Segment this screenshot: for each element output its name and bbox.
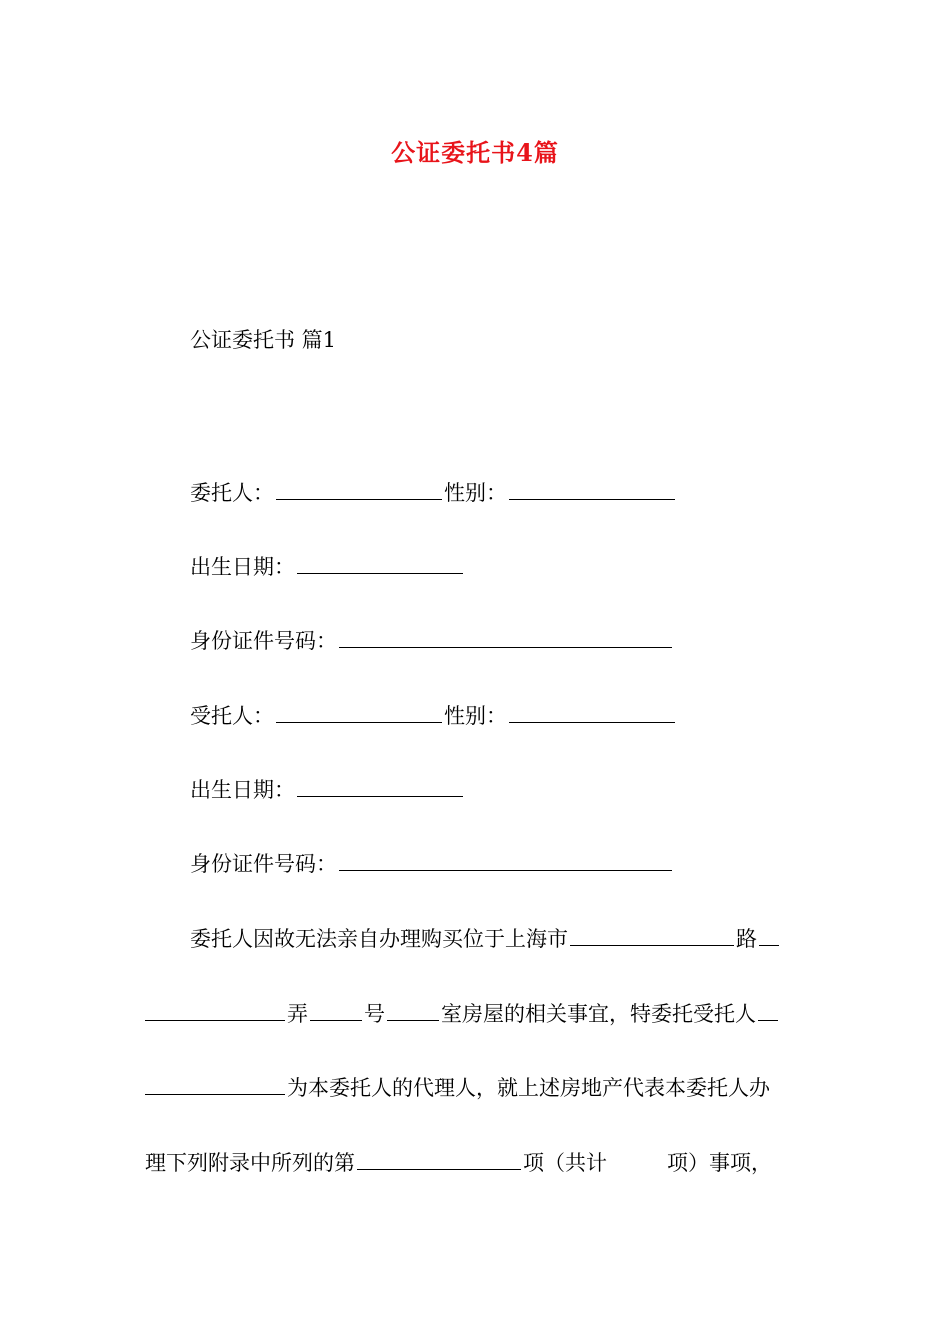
principal-id-row <box>190 626 674 656</box>
agent-id-row <box>190 849 674 879</box>
principal-id-blank <box>339 627 672 648</box>
paragraph-line-4 <box>145 1148 772 1178</box>
paragraph-text: 为本委托人的代理人，就上述房地产代表本委托人办 <box>287 1076 770 1100</box>
principal-label: 委托人： <box>190 481 274 505</box>
principal-birth-row <box>190 552 465 582</box>
paragraph-text: 室房屋的相关事宜，特委托受托人 <box>441 1002 756 1026</box>
agent-blank <box>276 702 442 723</box>
lane-blank <box>145 1000 285 1021</box>
agent-id-blank <box>339 850 672 871</box>
paragraph-text: 路 <box>736 927 757 951</box>
agent-gender-label: 性别： <box>444 704 507 728</box>
paragraph-text: 委托人因故无法亲自办理购买位于上海市 <box>190 927 568 951</box>
paragraph-text: 理下列附录中所列的第 <box>145 1151 355 1175</box>
principal-row <box>190 478 677 508</box>
number-blank <box>310 1000 362 1021</box>
agent-name-blank <box>145 1074 285 1095</box>
paragraph-text: 项）事项， <box>667 1151 772 1175</box>
paragraph-line-3 <box>145 1073 770 1103</box>
paragraph-text: 弄 <box>287 1002 308 1026</box>
principal-birth-label: 出生日期： <box>190 555 295 579</box>
agent-birth-label: 出生日期： <box>190 778 295 802</box>
road-blank <box>570 925 734 946</box>
agent-id-label: 身份证件号码： <box>190 852 337 876</box>
road-blank-tail <box>759 925 779 946</box>
paragraph-line-2 <box>145 999 780 1029</box>
agent-birth-blank <box>297 776 463 797</box>
principal-birth-blank <box>297 553 463 574</box>
item-number-blank <box>357 1149 521 1170</box>
principal-blank <box>276 479 442 500</box>
paragraph-text: 项（共计 <box>523 1151 607 1175</box>
section-heading: 公证委托书 篇1 <box>190 328 337 352</box>
agent-birth-row <box>190 775 465 805</box>
agent-gender-blank <box>509 702 675 723</box>
agent-name-blank-head <box>758 1000 778 1021</box>
agent-row <box>190 701 677 731</box>
room-blank <box>387 1000 439 1021</box>
paragraph-line-1 <box>190 924 781 954</box>
document-title: 公证委托书4篇 <box>391 138 559 167</box>
principal-gender-label: 性别： <box>444 481 507 505</box>
agent-label: 受托人： <box>190 704 274 728</box>
paragraph-text: 号 <box>364 1002 385 1026</box>
principal-id-label: 身份证件号码： <box>190 629 337 653</box>
principal-gender-blank <box>509 479 675 500</box>
